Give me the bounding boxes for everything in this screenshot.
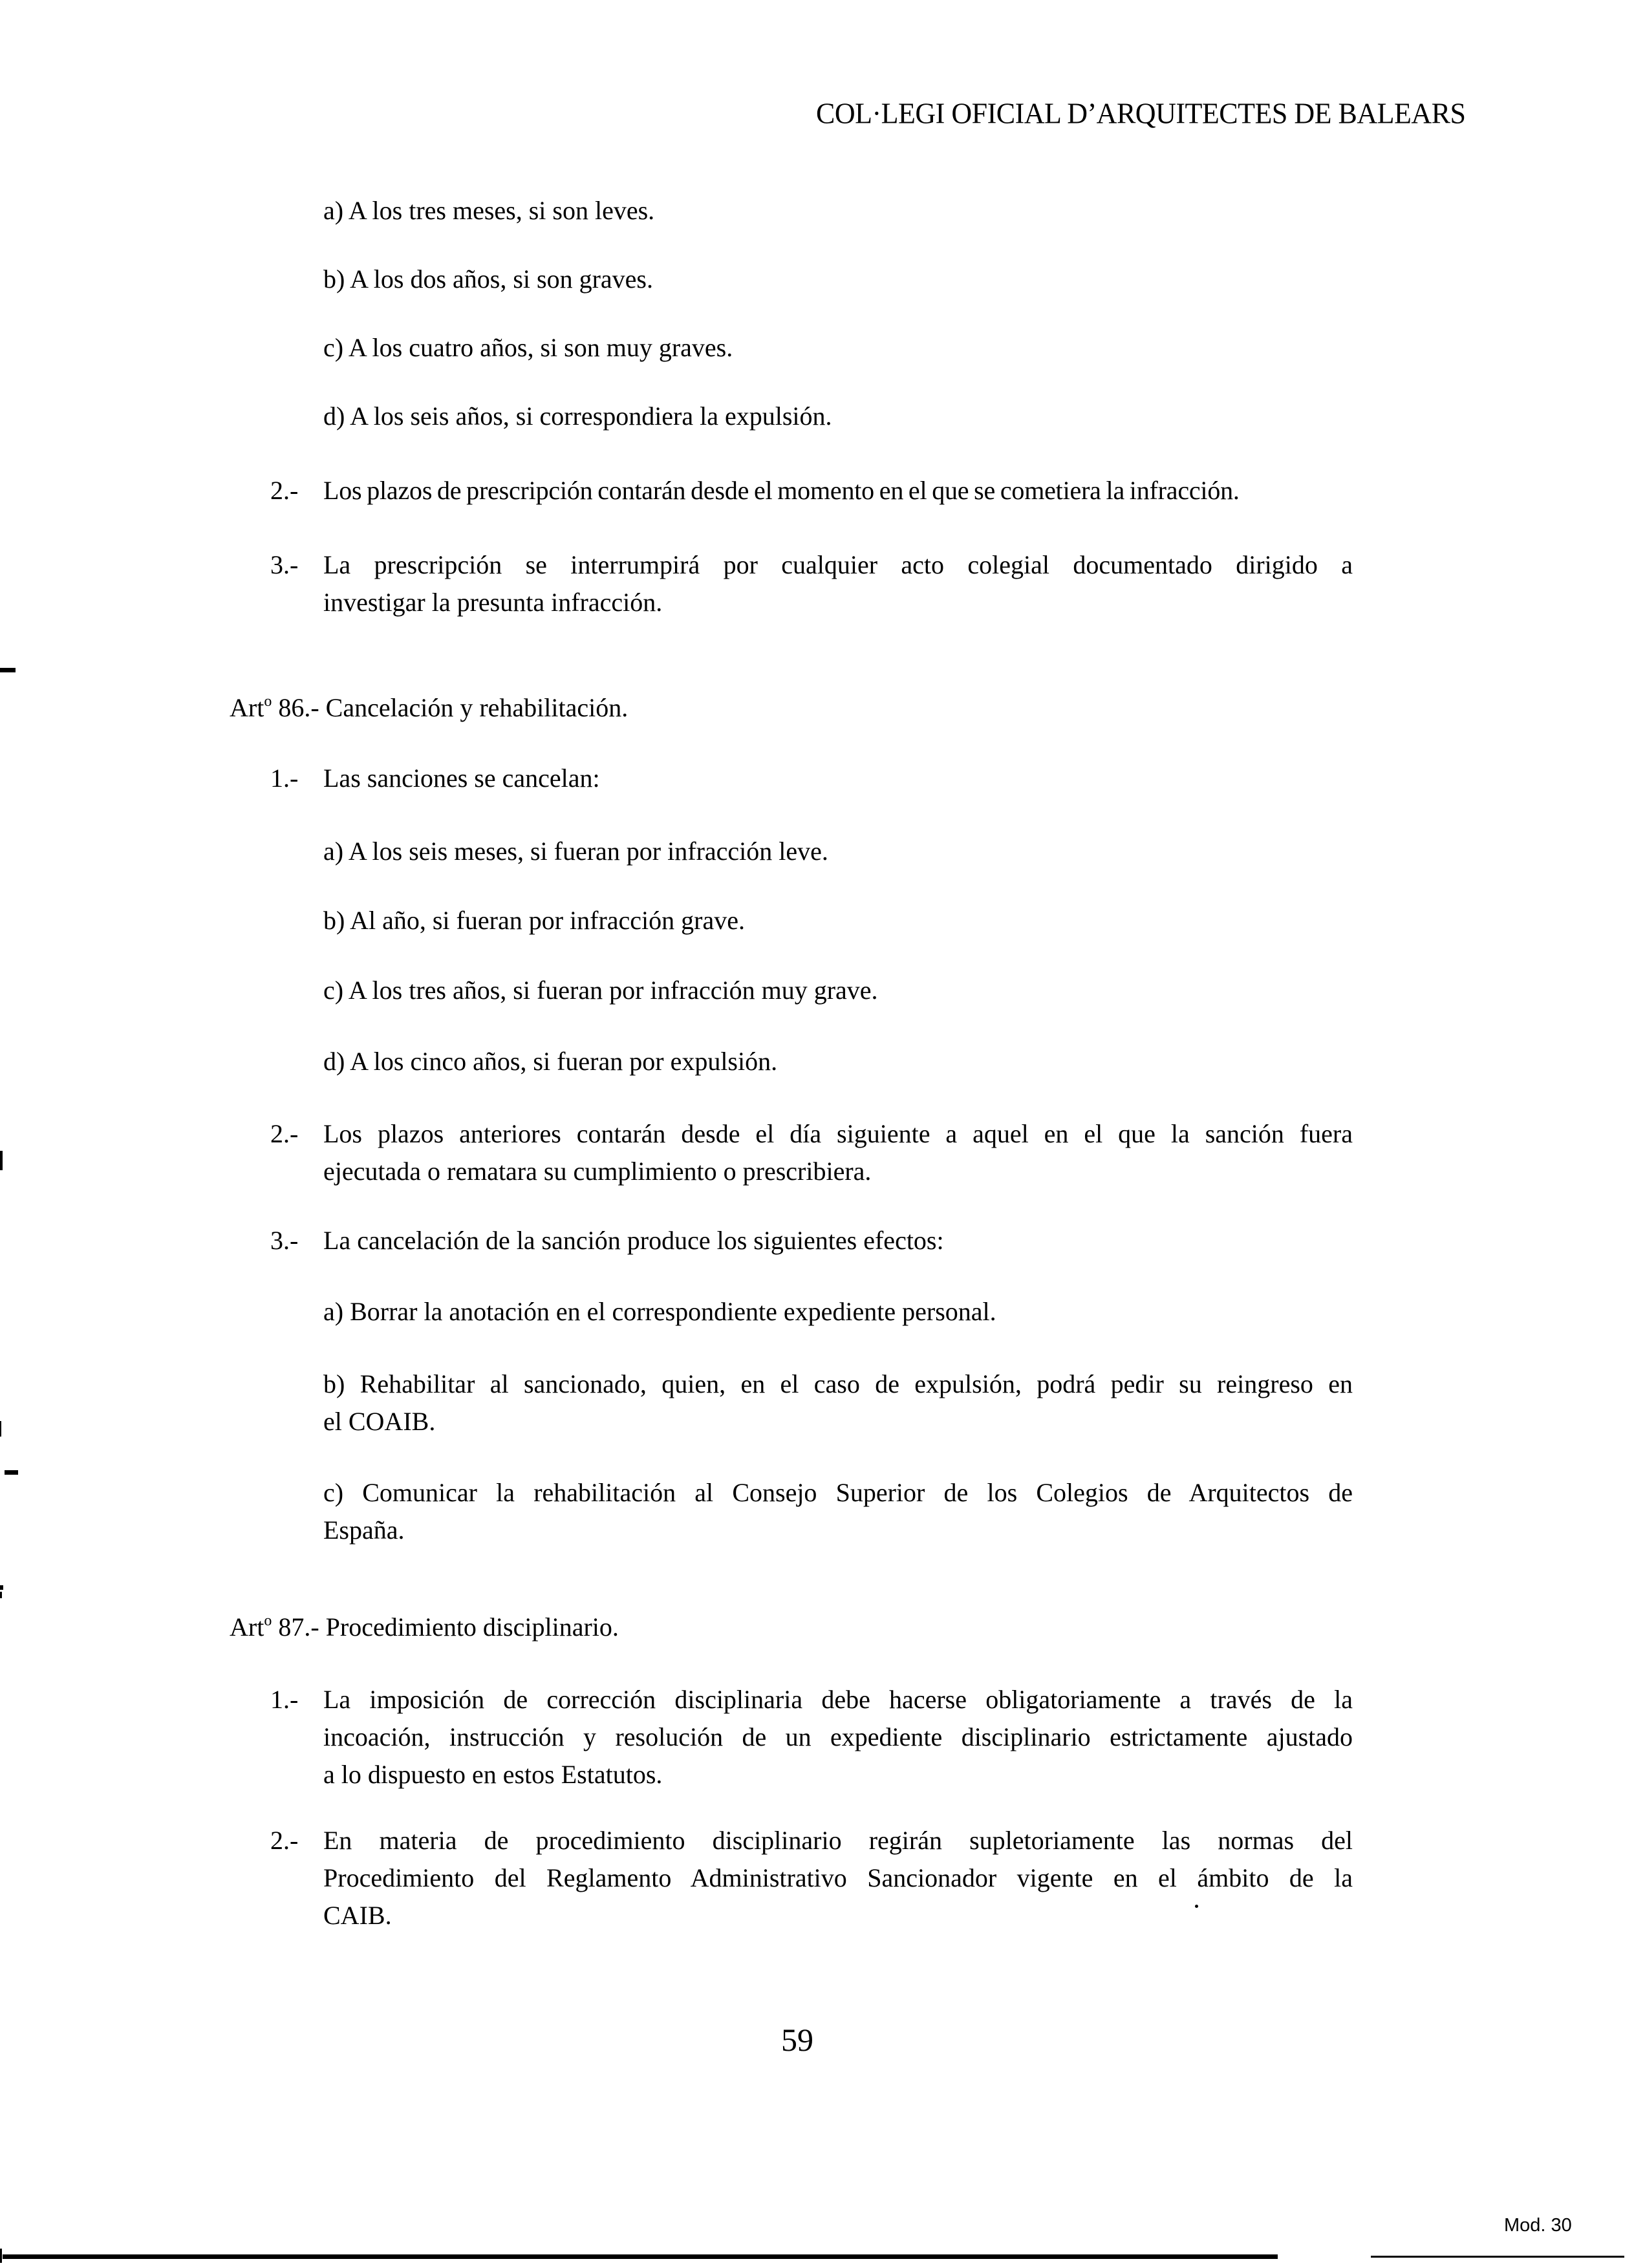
numbered-paragraph-1: [270, 1681, 1353, 1793]
footer-rule-right: [1371, 2256, 1624, 2258]
item-number: 2.-: [270, 1119, 299, 1148]
text-line: investigar la presunta infracción.: [323, 588, 663, 617]
article-prefix: Art: [230, 1612, 264, 1642]
article-title: 86.- Cancelación y rehabilitación.: [272, 693, 629, 722]
text-line: CAIB.: [323, 1901, 392, 1930]
article-prefix: Art: [230, 693, 264, 722]
text-line: Los plazos de prescripción contarán desde el momento en el que se cometiera la infracción.: [323, 476, 1240, 505]
numbered-paragraph-2: [270, 472, 1353, 509]
list-item-d: d) A los seis años, si correspondiera la expulsión.: [323, 401, 832, 431]
numbered-paragraph-1: [270, 760, 1353, 797]
scan-artifact: [5, 1470, 18, 1475]
scan-artifact: [0, 2249, 2, 2263]
text-line: a lo dispuesto en estos Estatutos.: [323, 1760, 663, 1789]
scan-artifact: [0, 668, 16, 672]
text-line: La prescripción se interrumpirá por cualquier acto colegial documentado dirigido a: [323, 550, 1353, 579]
list-item-a: a) A los seis meses, si fueran por infracción leve.: [323, 837, 828, 866]
effect-item-b: [323, 1365, 1353, 1440]
text-line: Procedimiento del Reglamento Administrativo Sancionador vigente en el ámbito de la: [323, 1863, 1353, 1892]
page-number: 59: [781, 2022, 813, 2058]
numbered-paragraph-3: [270, 1222, 1353, 1259]
item-number: 1.-: [270, 764, 299, 793]
text-line: a) Borrar la anotación en el correspondiente expediente personal.: [323, 1297, 996, 1326]
text-line: Los plazos anteriores contarán desde el día siguiente a aquel en el que la sanción fuera: [323, 1119, 1353, 1148]
ordinal-sup: o: [264, 693, 272, 710]
list-item-c: c) A los cuatro años, si son muy graves.: [323, 333, 733, 362]
article-87-heading: [230, 1609, 619, 1650]
item-number: 3.-: [270, 1226, 299, 1255]
form-model-label: Mod. 30: [1504, 2215, 1572, 2236]
numbered-paragraph-2: [270, 1115, 1353, 1190]
text-line: Las sanciones se cancelan:: [323, 764, 600, 793]
text-line: En materia de procedimiento disciplinario regirán supletoriamente las normas del: [323, 1826, 1353, 1855]
item-number: 2.-: [270, 476, 299, 505]
scan-artifact: [0, 1151, 3, 1170]
article-title: 87.- Procedimiento disciplinario.: [272, 1612, 619, 1642]
list-item-c: c) A los tres años, si fueran por infracción muy grave.: [323, 976, 878, 1005]
text-line: La imposición de corrección disciplinaria debe hacerse obligatoriamente a través de la: [323, 1685, 1353, 1714]
effect-item-c: [323, 1474, 1353, 1549]
scan-artifact: [0, 1421, 1, 1437]
header-org-name: COL·LEGI OFICIAL D’ARQUITECTES DE BALEARS: [816, 97, 1466, 130]
list-item-a: a) A los tres meses, si son leves.: [323, 196, 655, 225]
text-line: el COAIB.: [323, 1407, 436, 1436]
list-item-b: b) A los dos años, si son graves.: [323, 264, 653, 294]
text-line: c) Comunicar la rehabilitación al Consejo Superior de los Colegios de Arquitectos de: [323, 1478, 1353, 1507]
text-line: España.: [323, 1515, 405, 1545]
scan-artifact: [0, 1592, 2, 1598]
article-86-heading: [230, 689, 628, 731]
ordinal-sup: o: [264, 1612, 272, 1629]
scan-artifact: [1195, 1905, 1198, 1908]
text-line: incoación, instrucción y resolución de un expediente disciplinario estrictamente ajustado: [323, 1722, 1353, 1751]
scan-artifact: [0, 1585, 3, 1590]
list-item-d: d) A los cinco años, si fueran por expulsión.: [323, 1047, 778, 1076]
footer-rule-left: [3, 2254, 1278, 2259]
item-number: 1.-: [270, 1685, 299, 1714]
text-line: b) Rehabilitar al sancionado, quien, en el caso de expulsión, podrá pedir su reingreso en: [323, 1369, 1353, 1398]
numbered-paragraph-3: [270, 546, 1353, 621]
numbered-paragraph-2: [270, 1822, 1353, 1934]
effect-item-a: [323, 1293, 1353, 1331]
item-number: 2.-: [270, 1826, 299, 1855]
item-number: 3.-: [270, 550, 299, 579]
list-item-b: b) Al año, si fueran por infracción grave.: [323, 906, 745, 935]
text-line: ejecutada o rematara su cumplimiento o prescribiera.: [323, 1157, 872, 1186]
text-line: La cancelación de la sanción produce los siguientes efectos:: [323, 1226, 944, 1255]
